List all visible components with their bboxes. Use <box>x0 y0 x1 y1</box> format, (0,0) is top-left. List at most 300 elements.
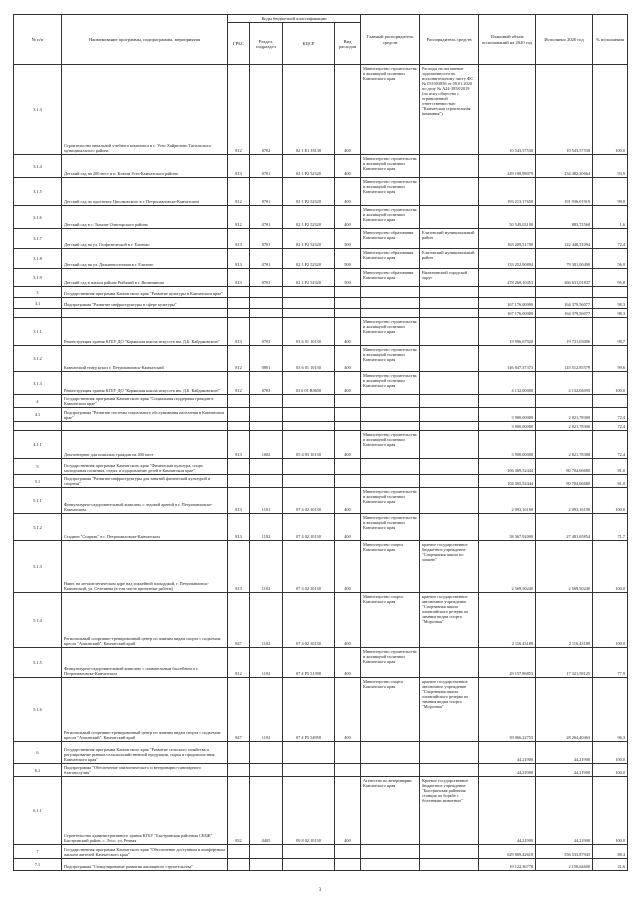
row-plan: 163 209,51700 <box>479 229 536 249</box>
row-grbs: 813 <box>228 431 250 459</box>
row-main-admin: Министерство строительства и жилищной политики Камчатского края <box>361 431 420 459</box>
table-row <box>14 777 628 845</box>
row-ksr <box>283 742 335 764</box>
row-exec: 883,72560 <box>536 206 593 229</box>
row-main-admin <box>361 395 420 408</box>
row-main-admin <box>361 422 420 431</box>
row-number: 4.1 <box>14 408 62 422</box>
row-pct: 98,3 <box>593 309 628 318</box>
row-vid: 400 <box>335 678 361 742</box>
row-pct: 72,4 <box>593 408 628 422</box>
row-number <box>14 422 62 431</box>
row-razdel <box>250 287 283 298</box>
table-row <box>14 845 628 859</box>
row-vid <box>335 459 361 475</box>
row-pct: 72,4 <box>593 422 628 431</box>
row-main-admin: Министерство строительства и жилищной политики Камчатского края <box>361 514 420 541</box>
row-vid: 400 <box>335 206 361 229</box>
row-exec: 145 512,85579 <box>536 346 593 372</box>
row-exec: 2 821,78300 <box>536 422 593 431</box>
row-main-admin: Министерство спорта Камчатского края <box>361 678 420 742</box>
row-plan: 193 213,17650 <box>479 178 536 206</box>
row-ksr <box>283 287 335 298</box>
row-razdel: 0701 <box>250 206 283 229</box>
row-number: 3.1.3 <box>14 372 62 395</box>
row-vid <box>335 422 361 431</box>
row-vid: 400 <box>335 346 361 372</box>
row-grbs <box>228 395 250 408</box>
row-vid <box>335 408 361 422</box>
row-number: 5.1 <box>14 475 62 488</box>
row-vid: 400 <box>335 178 361 206</box>
codes-group-header: Коды бюджетной классификации <box>228 15 361 23</box>
row-plan: 2 569,50240 <box>479 541 536 593</box>
row-vid: 400 <box>335 372 361 395</box>
row-vid: 400 <box>335 318 361 346</box>
row-number: 3.1 <box>14 298 62 309</box>
row-name: Детский сад на ул. Дальневосточная в г. Елизово <box>62 249 228 269</box>
row-razdel <box>250 475 283 488</box>
table-row <box>14 422 628 431</box>
row-number: 3.1.7 <box>14 229 62 249</box>
row-number: 3.1.6 <box>14 206 62 229</box>
row-main-admin: Министерство строительства и жилищной политики Камчатского края <box>361 206 420 229</box>
table-row <box>14 309 628 318</box>
row-vid: 400 <box>335 488 361 514</box>
row-grbs <box>228 475 250 488</box>
row-number: 7.1 <box>14 859 62 871</box>
row-main-admin: Министерство образования Камчатского края <box>361 249 420 269</box>
row-plan: 3 900,00000 <box>479 431 536 459</box>
row-pct: 88,4 <box>593 845 628 859</box>
row-razdel <box>250 459 283 475</box>
row-razdel: 1102 <box>250 648 283 678</box>
row-number: 3.1.2 <box>14 346 62 372</box>
row-admin <box>420 859 479 871</box>
row-pct: 77,9 <box>593 648 628 678</box>
row-exec: 28 264,40463 <box>536 678 593 742</box>
row-grbs <box>228 287 250 298</box>
table-row <box>14 206 628 229</box>
row-razdel: 1002 <box>250 431 283 459</box>
row-plan: 44,21900 <box>479 764 536 777</box>
row-razdel: 1102 <box>250 593 283 648</box>
row-razdel: 0701 <box>250 229 283 249</box>
row-razdel <box>250 742 283 764</box>
row-exec: 44,21900 <box>536 764 593 777</box>
row-admin <box>420 287 479 298</box>
row-ksr <box>283 764 335 777</box>
row-razdel: 0703 <box>250 318 283 346</box>
row-ksr: 07 4 02 10130 <box>283 488 335 514</box>
row-number: 3.1.8 <box>14 249 62 269</box>
row-number: 4.1.1 <box>14 431 62 459</box>
row-number <box>14 309 62 318</box>
row-vid: 400 <box>335 648 361 678</box>
col-plan-header: Плановый объем ассигнований на 2020 год <box>479 15 536 65</box>
row-name: Детский сад на 200 мест в п. Ключи Усть-Камчатского района <box>62 155 228 178</box>
row-plan: 106 369,52444 <box>479 459 536 475</box>
row-ksr: 02 1 P2 52320 <box>283 155 335 178</box>
row-vid: 500 <box>335 269 361 287</box>
table-row <box>14 488 628 514</box>
row-ksr: 07 4 02 10130 <box>283 593 335 648</box>
col-num-header: № п/п <box>14 15 62 65</box>
row-pct: 98,3 <box>593 298 628 309</box>
row-main-admin <box>361 764 420 777</box>
row-name: Камчатский театр кукол г. Петропавловск-Камчатский <box>62 346 228 372</box>
row-exec: 2 821,78300 <box>536 431 593 459</box>
row-name: Государственная программа Камчатского края "Социальная поддержка граждан в Камчатском крае" <box>62 395 228 408</box>
row-main-admin: Министерство строительства и жилищной политики Камчатского края <box>361 178 420 206</box>
row-vid <box>335 845 361 859</box>
table-row <box>14 648 628 678</box>
row-name <box>62 422 228 431</box>
row-plan: 19 996,67920 <box>479 318 536 346</box>
row-plan: 44,21900 <box>479 777 536 845</box>
row-pct: 100,0 <box>593 764 628 777</box>
table-row <box>14 541 628 593</box>
row-grbs <box>228 845 250 859</box>
row-name: Физкультурно-оздоровительный комплекс с ледовой ареной в г. Петропавловске-Камчатском <box>62 488 228 514</box>
row-admin <box>420 648 479 678</box>
row-name <box>62 309 228 318</box>
row-plan: 167 176,00000 <box>479 298 536 309</box>
row-grbs <box>228 764 250 777</box>
row-vid: 400 <box>335 777 361 845</box>
row-admin <box>420 155 479 178</box>
row-number: 5.1.3 <box>14 541 62 593</box>
table-row <box>14 155 628 178</box>
row-vid: 400 <box>335 65 361 155</box>
row-name: Детский сад в с. Тымлат Олюторского района <box>62 206 228 229</box>
row-vid <box>335 298 361 309</box>
row-exec: 556 533,87943 <box>536 845 593 859</box>
row-admin <box>420 318 479 346</box>
row-ksr: 02 1 P2 52320 <box>283 178 335 206</box>
row-name: Реконструкция здания КГБУ ДО "Корякская школа искусств им. Д.Б. Кайдаковского" <box>62 318 228 346</box>
row-exec: 2 093,16190 <box>536 488 593 514</box>
row-grbs: 813 <box>228 269 250 287</box>
document-sheet <box>13 14 627 871</box>
row-vid: 400 <box>335 514 361 541</box>
row-grbs <box>228 408 250 422</box>
row-razdel: 0801 <box>250 346 283 372</box>
row-name: Подпрограмма "Обеспечение эпизоотического и ветеринарно-санитарного благополучия" <box>62 764 228 777</box>
row-vid <box>335 764 361 777</box>
col-ksr-header: КЦСР <box>283 23 335 65</box>
row-exec: 164 379,56077 <box>536 309 593 318</box>
row-name: Подпрограмма "Развитие системы социального обслуживания населения в Камчатском крае" <box>62 408 228 422</box>
row-grbs: 812 <box>228 178 250 206</box>
row-admin <box>420 206 479 229</box>
row-pct: 99,0 <box>593 178 628 206</box>
row-vid: 400 <box>335 431 361 459</box>
row-vid <box>335 395 361 408</box>
row-ksr <box>283 422 335 431</box>
row-ksr: 02 1 P2 52320 <box>283 249 335 269</box>
row-number: 6 <box>14 742 62 764</box>
row-admin: Елизовский муниципальный район <box>420 229 479 249</box>
budget-table <box>13 14 628 871</box>
row-razdel <box>250 395 283 408</box>
col-vid-header: Вид расходов <box>335 23 361 65</box>
row-ksr: 02 1 P2 52320 <box>283 206 335 229</box>
row-admin <box>420 422 479 431</box>
row-vid: 400 <box>335 541 361 593</box>
row-grbs: 813 <box>228 229 250 249</box>
row-admin: Расходы на погашение задолженности по исполнительному листу ФС № 031003856 от 09.01.2020 по делу № А24-3858/2019 (по иску общества с ограниченной ответственностью "Камчатская строительная компания") <box>420 65 479 155</box>
row-main-admin: Министерство строительства и жилищной политики Камчатского края <box>361 155 420 178</box>
row-ksr: 05 4 03 10130 <box>283 431 335 459</box>
row-pct: 95,8 <box>593 269 628 287</box>
row-vid <box>335 475 361 488</box>
row-name: Навес на легкоатлетическом ядре над хоккейной площадкой, г. Петропавловск-Камчатский, ул. Селезнева (в том числе проектные работы) <box>62 541 228 593</box>
row-name: Строительство административного здания КГБУ "Быстринская районная СББЖ" Быстринский район, с. Эссо, ул. Речная <box>62 777 228 845</box>
row-admin <box>420 178 479 206</box>
row-exec: 44,21900 <box>536 742 593 764</box>
row-admin: Краевое государственное бюджетное учреждение "Быстринская районная станция по борьбе с болезнями животных" <box>420 777 479 845</box>
table-row <box>14 742 628 764</box>
row-pct: 100,0 <box>593 488 628 514</box>
row-main-admin: Министерство строительства и жилищной политики Камчатского края <box>361 346 420 372</box>
row-exec: 234 482,20664 <box>536 155 593 178</box>
table-row <box>14 593 628 648</box>
row-number: 5.1.6 <box>14 678 62 742</box>
row-admin <box>420 845 479 859</box>
row-vid: 500 <box>335 249 361 269</box>
row-plan: 167 176,00000 <box>479 309 536 318</box>
row-pct: 72,4 <box>593 431 628 459</box>
row-ksr <box>283 845 335 859</box>
row-number: 3 <box>14 287 62 298</box>
row-name: Государственная программа Камчатского края "Развитие сельского хозяйства и регулирование рынков сельскохозяйственной продукции, сырья и продовольствия Камчатского края" <box>62 742 228 764</box>
row-main-admin <box>361 475 420 488</box>
row-admin <box>420 408 479 422</box>
row-ksr <box>283 475 335 488</box>
row-number: 5 <box>14 459 62 475</box>
row-ksr: 02 1 P2 52320 <box>283 229 335 249</box>
row-number: 3.1.9 <box>14 269 62 287</box>
row-pct: 96,3 <box>593 678 628 742</box>
row-exec: 44,21900 <box>536 777 593 845</box>
col-pct-header: % исполнения <box>593 15 628 65</box>
row-vid <box>335 859 361 871</box>
row-pct: 100,0 <box>593 777 628 845</box>
row-grbs: 812 <box>228 206 250 229</box>
row-exec: 19 731,03006 <box>536 318 593 346</box>
row-grbs: 813 <box>228 488 250 514</box>
row-admin <box>420 475 479 488</box>
row-razdel <box>250 408 283 422</box>
row-exec: 164 379,56077 <box>536 298 593 309</box>
row-grbs: 812 <box>228 648 250 678</box>
col-admin-header: Распорядитель средств <box>420 15 479 65</box>
row-name: Государственная программа Камчатского края "Обеспечение доступным и комфортным жильем жителей Камчатского края" <box>62 845 228 859</box>
row-plan: 44,21900 <box>479 742 536 764</box>
row-pct: 71,7 <box>593 514 628 541</box>
row-ksr: 09 8 02 10130 <box>283 777 335 845</box>
row-grbs <box>228 459 250 475</box>
row-plan: 2 093,16190 <box>479 488 536 514</box>
row-admin <box>420 372 479 395</box>
row-name: Физкультурно-оздоровительный комплекс с плавательным бассейном в г. Петропавловске-Камчатском <box>62 648 228 678</box>
row-grbs: 812 <box>228 65 250 155</box>
row-exec: 4 132,04095 <box>536 372 593 395</box>
row-grbs <box>228 742 250 764</box>
col-grbs-header: ГРБС <box>228 23 250 65</box>
row-admin <box>420 309 479 318</box>
row-pct: 81,0 <box>593 475 628 488</box>
row-main-admin <box>361 742 420 764</box>
row-exec: 266 631,01837 <box>536 269 593 287</box>
row-plan: 3 900,00000 <box>479 422 536 431</box>
row-exec: 17 321,58125 <box>536 648 593 678</box>
table-row <box>14 408 628 422</box>
row-name: Детский сад по проспекту Циолковского в г. Петропавловске-Камчатском <box>62 178 228 206</box>
table-row <box>14 178 628 206</box>
row-admin <box>420 395 479 408</box>
row-razdel <box>250 859 283 871</box>
row-plan: 146 047,37373 <box>479 346 536 372</box>
row-admin <box>420 298 479 309</box>
row-pct: 1,6 <box>593 206 628 229</box>
row-admin <box>420 488 479 514</box>
row-grbs: 813 <box>228 155 250 178</box>
table-row <box>14 431 628 459</box>
row-grbs: 813 <box>228 318 250 346</box>
row-name: Подпрограмма "Развитие инфраструктуры в сфере культуры" <box>62 298 228 309</box>
row-exec: 2 821,78300 <box>536 408 593 422</box>
row-pct: 72,4 <box>593 229 628 249</box>
row-number: 5.1.4 <box>14 593 62 648</box>
row-pct: 21,6 <box>593 859 628 871</box>
row-name: Государственная программа Камчатского края "Физическая культура, спорт, молодежная политика, отдых и оздоровление детей в Камчатском крае" <box>62 459 228 475</box>
row-admin <box>420 514 479 541</box>
row-ksr <box>283 859 335 871</box>
row-admin: краевое государственное автономное учреждение "Спортивная школа олимпийского резерва по зимним видам спорта "Морозная" <box>420 593 479 648</box>
row-plan: 10 543,57530 <box>479 65 536 155</box>
row-ksr: 03 6 01 R0650 <box>283 372 335 395</box>
row-main-admin <box>361 459 420 475</box>
row-grbs: 812 <box>228 346 250 372</box>
row-plan: 133 252,90894 <box>479 249 536 269</box>
row-admin: Елизовский муниципальный район <box>420 249 479 269</box>
row-grbs: 813 <box>228 541 250 593</box>
row-plan: 38 367,92000 <box>479 514 536 541</box>
row-main-admin: Министерство спорта Камчатского края <box>361 593 420 648</box>
row-razdel: 1102 <box>250 541 283 593</box>
row-main-admin: Министерство образования Камчатского края <box>361 269 420 287</box>
row-main-admin: Агентство по ветеринарии Камчатского края <box>361 777 420 845</box>
row-exec <box>536 287 593 298</box>
row-ksr: 02 1 E1 18130 <box>283 65 335 155</box>
row-number: 5.1.2 <box>14 514 62 541</box>
table-row <box>14 346 628 372</box>
row-plan: 4 132,00000 <box>479 372 536 395</box>
row-main-admin <box>361 859 420 871</box>
row-admin <box>420 346 479 372</box>
row-vid: 500 <box>335 229 361 249</box>
row-main-admin: Министерство строительства и жилищной политики Камчатского края <box>361 372 420 395</box>
row-plan: 104 365,52444 <box>479 475 536 488</box>
row-main-admin: Министерство строительства и жилищной политики Камчатского края <box>361 318 420 346</box>
row-pct: 93,9 <box>593 155 628 178</box>
row-plan: 39 066,22753 <box>479 678 536 742</box>
row-grbs: 847 <box>228 593 250 648</box>
row-number: 6.1.1 <box>14 777 62 845</box>
col-razdel-header: Раздел, подраздел <box>250 23 283 65</box>
row-exec: 191 936,01919 <box>536 178 593 206</box>
row-main-admin <box>361 845 420 859</box>
row-ksr <box>283 459 335 475</box>
row-admin: Вилючинский городской округ <box>420 269 479 287</box>
row-ksr <box>283 395 335 408</box>
row-number: 6.1 <box>14 764 62 777</box>
row-main-admin <box>361 287 420 298</box>
row-exec: 79 381,00490 <box>536 249 593 269</box>
row-razdel <box>250 845 283 859</box>
table-row <box>14 395 628 408</box>
row-admin: краевое государственное бюджетное учреждение "Спортивная школа по хоккею" <box>420 541 479 593</box>
row-name: Подпрограмма "Развитие инфраструктуры для занятий физической культурой и спортом" <box>62 475 228 488</box>
table-row <box>14 269 628 287</box>
table-row <box>14 459 628 475</box>
row-razdel <box>250 422 283 431</box>
row-main-admin: Министерство строительства и жилищной политики Камчатского края <box>361 65 420 155</box>
row-number: 5.1.5 <box>14 648 62 678</box>
row-name: Дом-интернат для пожилых граждан на 400 мест <box>62 431 228 459</box>
row-pct: 100,0 <box>593 541 628 593</box>
table-row <box>14 287 628 298</box>
table-row <box>14 678 628 742</box>
row-razdel: 0701 <box>250 155 283 178</box>
row-razdel <box>250 764 283 777</box>
table-row <box>14 229 628 249</box>
row-ksr: 07 4 02 10130 <box>283 541 335 593</box>
table-row <box>14 65 628 155</box>
row-pct: 98,7 <box>593 318 628 346</box>
table-row <box>14 859 628 871</box>
row-pct: 81,0 <box>593 459 628 475</box>
row-ksr <box>283 309 335 318</box>
row-pct: 100,0 <box>593 65 628 155</box>
row-admin <box>420 431 479 459</box>
row-razdel: 1102 <box>250 514 283 541</box>
row-razdel: 0701 <box>250 269 283 287</box>
row-pct: 56,9 <box>593 249 628 269</box>
row-pct <box>593 287 628 298</box>
row-razdel: 0703 <box>250 372 283 395</box>
table-row <box>14 514 628 541</box>
row-pct: 100,0 <box>593 742 628 764</box>
col-name-header: Наименование программы, подпрограммы, мероприятия <box>62 15 228 65</box>
row-number: 7 <box>14 845 62 859</box>
row-plan: 50 549,03100 <box>479 206 536 229</box>
row-number: 3.1.1 <box>14 318 62 346</box>
row-plan: 29 157,86853 <box>479 648 536 678</box>
row-name: Реконструкция здания КГБУ ДО "Корякская школа искусств им. Д.Б. Кайдаковского" <box>62 372 228 395</box>
table-row <box>14 475 628 488</box>
row-ksr: 07 4 02 10130 <box>283 514 335 541</box>
row-ksr: 02 1 P2 52320 <box>283 269 335 287</box>
row-pct: 99,6 <box>593 346 628 372</box>
table-row <box>14 318 628 346</box>
row-exec <box>536 395 593 408</box>
row-vid <box>335 309 361 318</box>
row-grbs: 832 <box>228 777 250 845</box>
row-name: Государственная программа Камчатского края "Развитие культуры в Камчатском крае" <box>62 287 228 298</box>
